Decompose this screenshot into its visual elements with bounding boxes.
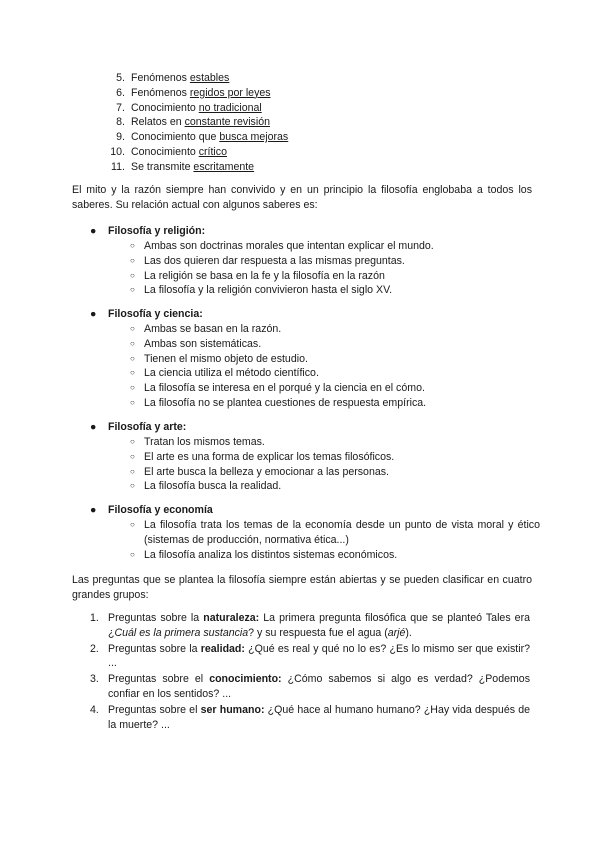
- section-art: [90, 420, 540, 494]
- list-item: ○ Tratan los mismos temas.: [90, 435, 540, 450]
- list-item: ○ La ciencia utiliza el método científico.: [90, 366, 540, 381]
- list-item: 7. Conocimiento no tradicional: [116, 101, 262, 114]
- list-item: ○ Ambas se basan en la razón.: [90, 322, 540, 337]
- list-item: ○ El arte es una forma de explicar los temas filosóficos.: [90, 450, 540, 465]
- bullet-icon: ●: [90, 421, 97, 433]
- list-item: 9. Conocimiento que busca mejoras: [116, 131, 289, 144]
- list-item: ○ La filosofía y la religión convivieron hasta el siglo XV.: [90, 283, 540, 298]
- bullet-icon: ●: [90, 504, 97, 516]
- list-item: ○ El arte busca la belleza y emocionar a las personas.: [90, 465, 540, 480]
- list-item: ○ La religión se basa en la fe y la filosofía en la razón: [90, 269, 540, 284]
- list-item: ○ Ambas son sistemáticas.: [90, 337, 540, 352]
- list-item: ○ La filosofía trata los temas de la economía desde un punto de vista moral y ético (sistemas de producción, normativa ética...): [90, 518, 540, 548]
- bullet-icon: ●: [90, 225, 97, 237]
- section-economy: [90, 503, 540, 562]
- list-item: 8. Relatos en constante revisión: [116, 116, 270, 129]
- section-items: [90, 322, 540, 411]
- list-item: 11. Se transmite escritamente: [111, 160, 255, 173]
- list-item: ○ La filosofía se interesa en el porqué y la ciencia en el cómo.: [90, 381, 540, 396]
- list-item: ○ Tienen el mismo objeto de estudio.: [90, 352, 540, 367]
- section-items: [90, 518, 540, 562]
- bullet-icon: ●: [90, 308, 97, 320]
- characteristics-list: [104, 71, 288, 175]
- list-item: ○ La filosofía analiza los distintos sistemas económicos.: [90, 548, 540, 563]
- list-item: 5. Fenómenos estables: [116, 72, 230, 84]
- list-item: ○ Las dos quieren dar respuesta a las mismas preguntas.: [90, 254, 540, 269]
- list-item: ○ Ambas son doctrinas morales que intentan explicar el mundo.: [90, 239, 540, 254]
- intro-paragraph: El mito y la razón siempre han convivido y en un principio la filosofía englobaba a todos los saberes. Su relación actual con algunos saberes es:: [72, 184, 532, 211]
- list-item: ○ La filosofía busca la realidad.: [90, 479, 540, 494]
- list-item: 3. Preguntas sobre el conocimiento: ¿Cómo sabemos si algo es verdad? ¿Podemos confiar en los sentidos? ...: [90, 673, 530, 700]
- section-items: [90, 239, 540, 298]
- section-items: [90, 435, 540, 494]
- list-item: 6. Fenómenos regidos por leyes: [116, 86, 271, 99]
- section-title: ● Filosofía y economía: [90, 504, 213, 516]
- section-title: ● Filosofía y arte:: [90, 421, 187, 433]
- section-religion: [90, 224, 540, 298]
- list-item: 10. Conocimiento crítico: [110, 145, 227, 158]
- section-title: ● Filosofía y ciencia:: [90, 308, 203, 320]
- section-science: [90, 307, 540, 411]
- list-item: 1. Preguntas sobre la naturaleza: La primera pregunta filosófica que se planteó Tales era ¿Cuál es la primera sustancia? y su respuesta fue el agua (arjé).: [90, 612, 530, 639]
- list-item: 2. Preguntas sobre la realidad: ¿Qué es real y qué no lo es? ¿Es lo mismo ser que existir? ...: [90, 642, 530, 670]
- questions-list: [90, 611, 530, 733]
- list-item: 4. Preguntas sobre el ser humano: ¿Qué hace al humano humano? ¿Hay vida después de la muerte? ...: [90, 703, 530, 731]
- section-title: ● Filosofía y religión:: [90, 225, 206, 237]
- questions-paragraph: Las preguntas que se plantea la filosofía siempre están abiertas y se pueden clasificar en cuatro grandes grupos:: [72, 574, 532, 601]
- list-item: ○ La filosofía no se plantea cuestiones de respuesta empírica.: [90, 396, 540, 411]
